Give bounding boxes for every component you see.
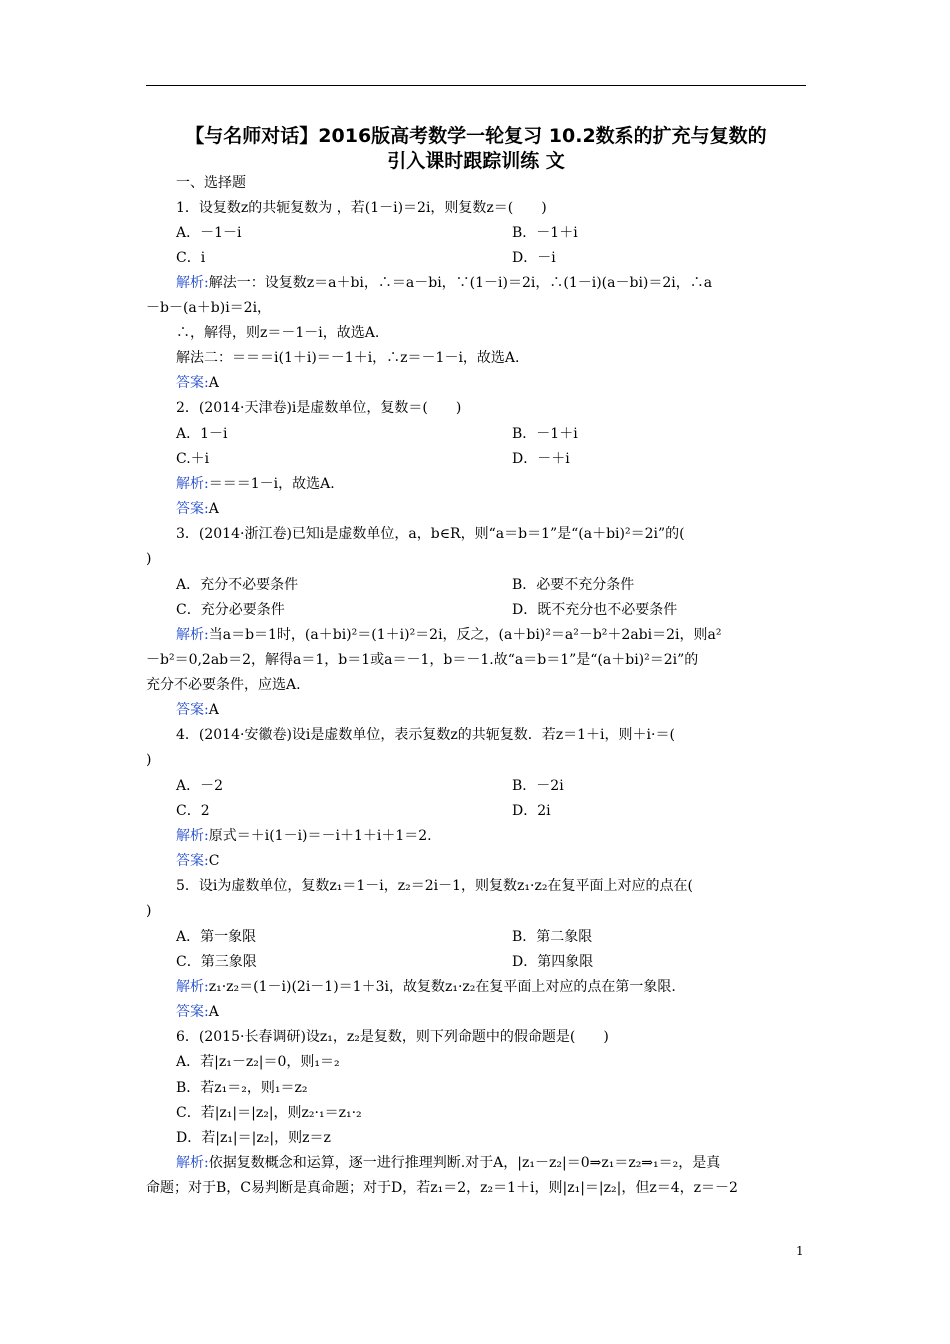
q2-analysis: 解析:＝＝＝1－i，故选A. [176, 476, 335, 492]
q2-answer: 答案:A [176, 501, 219, 517]
q5-option-c: C．第三象限 [176, 954, 257, 970]
analysis-label: 解析: [176, 627, 209, 643]
q5-option-a: A．第一象限 [176, 929, 257, 945]
analysis-label: 解析: [176, 275, 209, 291]
q5-option-d: D．第四象限 [512, 954, 594, 970]
q3-stem-line-2: ) [146, 551, 152, 567]
q2-option-d: D．－＋i [512, 451, 570, 467]
q1-option-d: D．－i [512, 250, 556, 266]
q1-analysis-line-1: 解析:解法一：设复数z＝a＋bi，∴＝a－bi，∵(1－i)＝2i，∴(1－i)(a－bi)＝2i，∴a [176, 275, 713, 291]
q3-stem-line-1: 3．(2014·浙江卷)已知i是虚数单位，a，b∈R，则“a＝b＝1”是“(a＋bi)²＝2i”的( [176, 526, 685, 542]
q3-analysis-line-1: 解析:当a＝b＝1时，(a＋bi)²＝(1＋i)²＝2i，反之，(a＋bi)²＝a²－b²＋2abi＝2i，则a² [176, 627, 722, 643]
q2-option-c: C.＋i [176, 451, 210, 467]
q6-option-b: B．若z₁＝₂，则₁＝z₂ [176, 1080, 308, 1096]
title-line-2: 引入课时跟踪训练 文 [387, 150, 565, 172]
q4-option-c: C．2 [176, 803, 210, 819]
q6-option-c: C．若|z₁|＝|z₂|，则z₂·₁＝z₁·₂ [176, 1105, 362, 1121]
analysis-label: 解析: [176, 476, 209, 492]
section-heading: 一、选择题 [176, 175, 246, 191]
q1-answer: 答案:A [176, 375, 219, 391]
title-line-1: 【与名师对话】2016版高考数学一轮复习 10.2数系的扩充与复数的 [185, 125, 767, 147]
q3-analysis-line-3: 充分不必要条件，应选A. [146, 677, 301, 693]
header-rule [146, 85, 806, 86]
q2-option-a: A．1－i [176, 426, 228, 442]
q4-option-b: B．－2i [512, 778, 564, 794]
q4-stem-line-1: 4．(2014·安徽卷)设i是虚数单位，表示复数z的共轭复数．若z＝1＋i，则＋i·＝( [176, 727, 675, 743]
answer-label: 答案: [176, 702, 209, 718]
q5-answer: 答案:A [176, 1004, 219, 1020]
q4-option-a: A．－2 [176, 778, 224, 794]
answer-label: 答案: [176, 375, 209, 391]
q1-option-c: C．i [176, 250, 206, 266]
q5-analysis: 解析:z₁·z₂＝(1－i)(2i－1)＝1＋3i，故复数z₁·z₂在复平面上对应的点在第一象限. [176, 979, 676, 995]
q3-option-d: D．既不充分也不必要条件 [512, 602, 678, 618]
q6-option-d: D．若|z₁|＝|z₂|，则z＝z [176, 1130, 331, 1146]
analysis-label: 解析: [176, 979, 209, 995]
q1-option-a: A．－1－i [176, 225, 242, 241]
analysis-label: 解析: [176, 1155, 209, 1171]
q4-stem-line-2: ) [146, 752, 152, 768]
q5-stem-line-2: ) [146, 903, 152, 919]
q6-analysis-line-2: 命题；对于B，C易判断是真命题；对于D，若z₁＝2，z₂＝1＋i，则|z₁|＝|z₂|，但z＝4，z＝－2 [146, 1180, 738, 1196]
q5-stem-line-1: 5．设i为虚数单位，复数z₁＝1－i，z₂＝2i－1，则复数z₁·z₂在复平面上对应的点在( [176, 878, 693, 894]
q1-analysis-line-2: －b－(a＋b)i＝2i， [146, 300, 272, 316]
document-title [140, 124, 812, 174]
q3-option-a: A．充分不必要条件 [176, 577, 299, 593]
answer-label: 答案: [176, 853, 209, 869]
q3-answer: 答案:A [176, 702, 219, 718]
q5-option-b: B．第二象限 [512, 929, 593, 945]
analysis-label: 解析: [176, 828, 209, 844]
q4-option-d: D．2i [512, 803, 551, 819]
q2-stem: 2．(2014·天津卷)i是虚数单位，复数＝( ) [176, 400, 462, 416]
q2-option-b: B．－1＋i [512, 426, 578, 442]
q1-stem: 1．设复数z的共轭复数为 ，若(1－i)＝2i，则复数z＝( ) [176, 200, 547, 216]
q3-option-b: B．必要不充分条件 [512, 577, 635, 593]
q3-analysis-line-2: －b²＝0,2ab＝2，解得a＝1，b＝1或a＝－1，b＝－1.故“a＝b＝1”是“(a＋bi)²＝2i”的 [146, 652, 699, 668]
page-number: 1 [796, 1244, 804, 1258]
q1-analysis-line-3: ∴，解得，则z＝－1－i，故选A. [176, 325, 380, 341]
q4-answer: 答案:C [176, 853, 220, 869]
q4-analysis: 解析:原式＝＋i(1－i)＝－i＋1＋i＋1＝2. [176, 828, 432, 844]
q1-option-b: B．－1＋i [512, 225, 578, 241]
q6-stem: 6．(2015·长春调研)设z₁，z₂是复数，则下列命题中的假命题是( ) [176, 1029, 609, 1045]
q6-analysis-line-1: 解析:依据复数概念和运算，逐一进行推理判断.对于A，|z₁－z₂|＝0⇒z₁＝z₂⇒₁＝₂，是真 [176, 1155, 721, 1171]
q1-analysis-line-4: 解法二：＝＝＝i(1＋i)＝－1＋i，∴z＝－1－i，故选A. [176, 350, 520, 366]
q6-option-a: A．若|z₁－z₂|＝0，则₁＝₂ [176, 1054, 340, 1070]
q3-option-c: C．充分必要条件 [176, 602, 285, 618]
answer-label: 答案: [176, 1004, 209, 1020]
answer-label: 答案: [176, 501, 209, 517]
